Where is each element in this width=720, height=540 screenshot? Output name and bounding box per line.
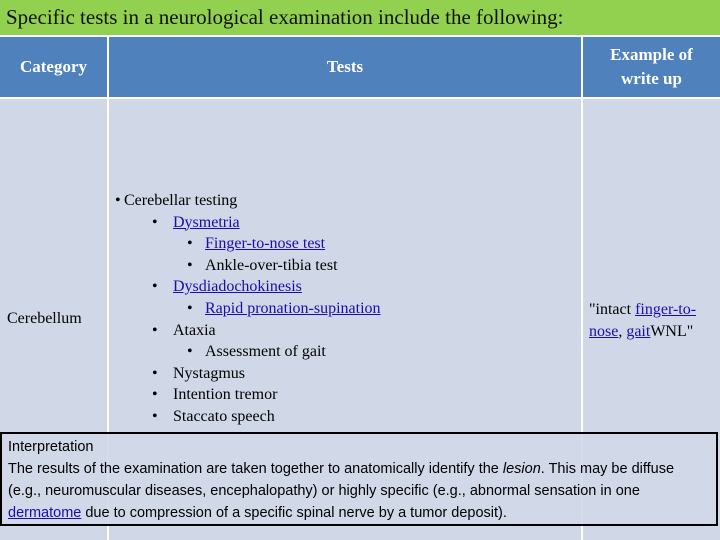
test-item xyxy=(0,341,381,363)
interpretation-box xyxy=(0,432,718,526)
bullet-icon: • xyxy=(187,256,193,274)
test-label: Assessment of gait xyxy=(205,343,326,361)
interpretation-text xyxy=(8,458,710,524)
interp-text-2: . This may be diffuse (e.g., neuromuscular diseases, encephalopathy) or highly specific (e.g., abnormal sensation in one xyxy=(8,461,675,499)
test-item xyxy=(0,276,381,298)
test-label: Nystagmus xyxy=(173,364,245,382)
bullet-icon: • xyxy=(152,321,158,339)
test-item xyxy=(0,320,381,342)
tests-list xyxy=(0,190,381,428)
bullet-icon: • xyxy=(152,407,158,425)
bullet-icon: • xyxy=(187,299,193,317)
bullet-icon: • xyxy=(152,213,158,231)
test-link[interactable]: Dysdiadochokinesis xyxy=(173,278,302,296)
test-label: Intention tremor xyxy=(173,386,278,404)
example-separator: , xyxy=(618,323,627,340)
header-category: Category xyxy=(0,37,107,97)
test-link[interactable]: Finger-to-nose test xyxy=(205,235,326,253)
test-label: Ankle-over-tibia test xyxy=(205,256,338,274)
dermatome-link[interactable]: dermatome xyxy=(8,505,82,521)
bullet-icon: • xyxy=(187,235,193,253)
test-link[interactable]: Rapid pronation-supination xyxy=(205,299,381,317)
bullet-icon: • xyxy=(152,386,158,404)
test-item xyxy=(0,298,381,320)
header-example: Example of write up xyxy=(583,37,720,97)
lesion-term: lesion xyxy=(502,461,541,477)
test-item xyxy=(0,255,381,277)
bullet-icon: • xyxy=(152,364,158,382)
bullet-icon: • xyxy=(115,192,121,209)
header-tests: Tests xyxy=(109,37,581,97)
test-item xyxy=(0,384,381,406)
test-item xyxy=(0,233,381,255)
example-suffix: WNL" xyxy=(650,323,694,340)
slide-title: Specific tests in a neurological examination include the following: xyxy=(0,0,720,35)
test-label: Staccato speech xyxy=(173,407,275,425)
example-writeup xyxy=(589,299,717,343)
test-label: Ataxia xyxy=(173,321,216,339)
finger-to-nose-link[interactable]: finger-to-nose xyxy=(589,301,697,340)
interp-text-1: The results of the examination are taken together to anatomically identify the xyxy=(8,461,503,477)
example-text: "intact xyxy=(589,301,636,318)
test-item xyxy=(0,363,381,385)
test-label: Cerebellar testing xyxy=(124,192,238,209)
test-link[interactable]: Dysmetria xyxy=(173,213,240,231)
gait-link[interactable]: gait xyxy=(626,323,651,340)
category-cerebellum: Cerebellum xyxy=(7,310,82,327)
test-item xyxy=(0,190,381,212)
test-item xyxy=(0,406,381,428)
interpretation-heading: Interpretation xyxy=(8,439,94,455)
interp-text-3: due to compression of a specific spinal nerve by a tumor deposit). xyxy=(81,505,507,521)
bullet-icon: • xyxy=(187,343,193,361)
bullet-icon: • xyxy=(152,278,158,296)
test-item xyxy=(0,212,381,234)
